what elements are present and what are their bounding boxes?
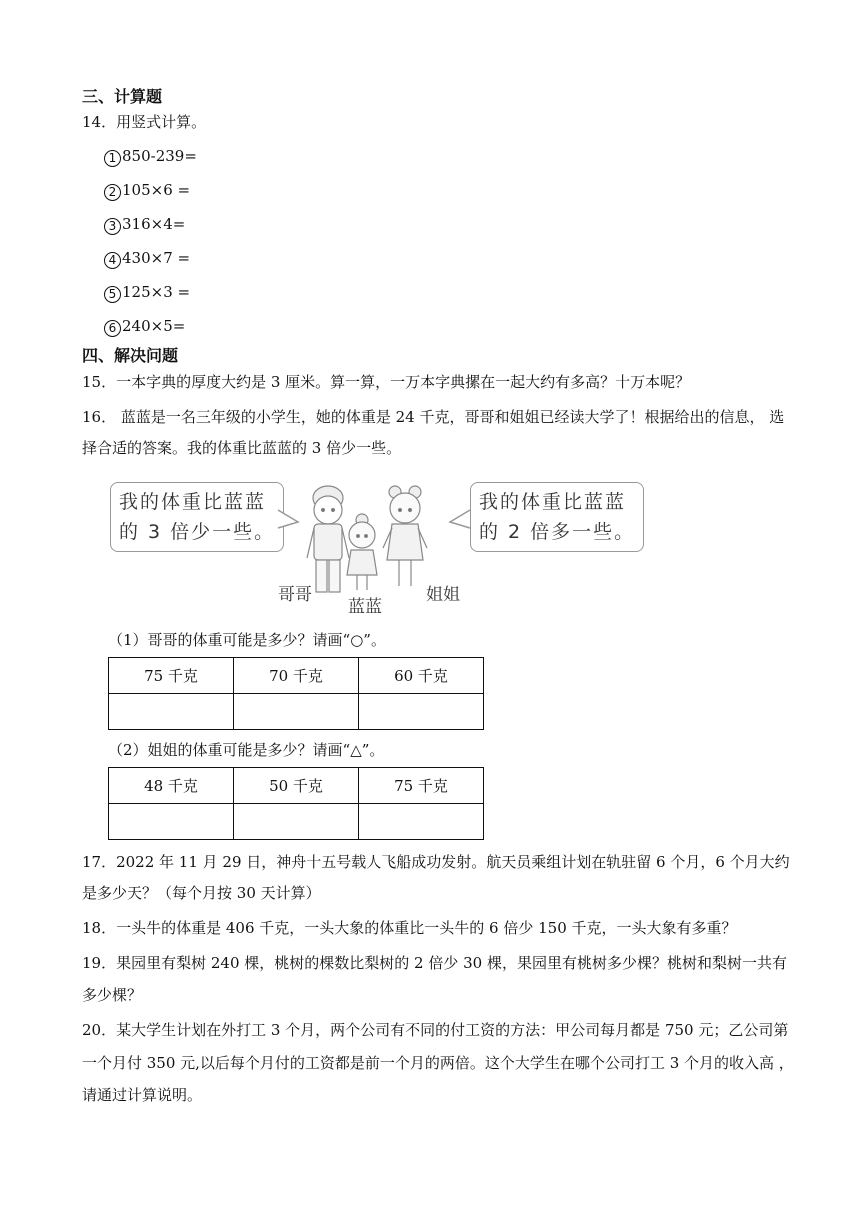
calc-expression: 850-239=	[122, 147, 197, 165]
question-17-line: 是多少天？（每个月按 30 天计算）	[82, 884, 321, 902]
question-19-line: 19．果园里有梨树 240 棵，桃树的棵数比梨树的 2 倍少 30 棵，果园里有桃树多少棵？桃树和梨树一共有	[82, 954, 787, 972]
speech-bubble-brother	[110, 482, 284, 552]
answer-cell[interactable]	[359, 804, 484, 840]
weight-option: 50 千克	[234, 768, 359, 804]
calc-expression: 240×5=	[122, 317, 186, 335]
question-20-line: 一个月付 350 元,以后每个月付的工资都是前一个月的两倍。这个大学生在哪个公司打工 3 个月的收入高 ，	[82, 1054, 794, 1072]
weight-option: 60 千克	[359, 658, 484, 694]
circled-number: 2	[104, 184, 121, 201]
sister-weight-table	[108, 767, 484, 840]
bubble-text: 的 2 倍多一些。	[479, 521, 636, 543]
bubble-tail	[278, 510, 298, 528]
calc-item	[104, 316, 185, 337]
label-brother: 哥哥	[278, 585, 312, 605]
calc-item	[104, 180, 190, 201]
brother-figure	[307, 486, 349, 592]
calc-item	[104, 214, 185, 235]
calc-expression: 316×4=	[122, 215, 186, 233]
calc-expression: 430×7 =	[122, 249, 191, 267]
calc-expression: 105×6 =	[122, 181, 191, 199]
question-17-line: 17．2022 年 11 月 29 日，神舟十五号载人飞船成功发射。航天员乘组计划在轨驻留 6 个月，6 个月大约	[82, 853, 790, 871]
answer-cell[interactable]	[109, 804, 234, 840]
question-20-line: 20．某大学生计划在外打工 3 个月，两个公司有不同的付工资的方法：甲公司每月都是 750 元；乙公司第	[82, 1021, 789, 1039]
answer-cell[interactable]	[234, 694, 359, 730]
section-heading: 四、解决问题	[82, 346, 179, 365]
calc-item	[104, 248, 190, 269]
label-lanlan: 蓝蓝	[348, 597, 382, 617]
question-19-line: 多少棵？	[82, 986, 143, 1004]
bubble-tail	[450, 510, 470, 528]
sister-figure	[383, 486, 427, 586]
bubble-text: 我的体重比蓝蓝	[119, 491, 267, 513]
question-15: 15．一本字典的厚度大约是 3 厘米。算一算，一万本字典摞在一起大约有多高？十万本呢？	[82, 373, 691, 391]
circled-number: 6	[104, 320, 121, 337]
circled-number: 5	[104, 286, 121, 303]
section-heading: 三、计算题	[82, 87, 163, 106]
answer-cell[interactable]	[359, 694, 484, 730]
question-18: 18．一头牛的体重是 406 千克，一头大象的体重比一头牛的 6 倍少 150 千克，一头大象有多重？	[82, 919, 737, 937]
question-16-line: 16． 蓝蓝是一名三年级的小学生，她的体重是 24 千克，哥哥和姐姐已经读大学了！根据给出的信息， 选	[82, 408, 785, 426]
question-20-line: 请通过计算说明。	[82, 1086, 203, 1104]
brother-weight-table	[108, 657, 484, 730]
weight-option: 75 千克	[109, 658, 234, 694]
circled-number: 1	[104, 150, 121, 167]
calc-item	[104, 146, 197, 167]
answer-cell[interactable]	[234, 804, 359, 840]
question-14-stem: 14．用竖式计算。	[82, 113, 207, 131]
circled-number: 4	[104, 252, 121, 269]
calc-expression: 125×3 =	[122, 283, 191, 301]
sub-question-1: （1）哥哥的体重可能是多少？请画“○”。	[108, 631, 386, 649]
answer-cell[interactable]	[109, 694, 234, 730]
calc-item	[104, 282, 190, 303]
weight-option: 75 千克	[359, 768, 484, 804]
weight-option: 70 千克	[234, 658, 359, 694]
circled-number: 3	[104, 218, 121, 235]
speech-bubble-sister	[470, 482, 644, 552]
label-sister: 姐姐	[426, 585, 460, 605]
bubble-text: 的 3 倍少一些。	[119, 521, 276, 543]
sub-question-2: （2）姐姐的体重可能是多少？请画“△”。	[108, 741, 385, 759]
lanlan-figure	[347, 514, 377, 590]
weight-option: 48 千克	[109, 768, 234, 804]
bubble-text: 我的体重比蓝蓝	[479, 491, 627, 513]
question-16-line: 择合适的答案。我的体重比蓝蓝的 3 倍少一些。	[82, 439, 402, 457]
